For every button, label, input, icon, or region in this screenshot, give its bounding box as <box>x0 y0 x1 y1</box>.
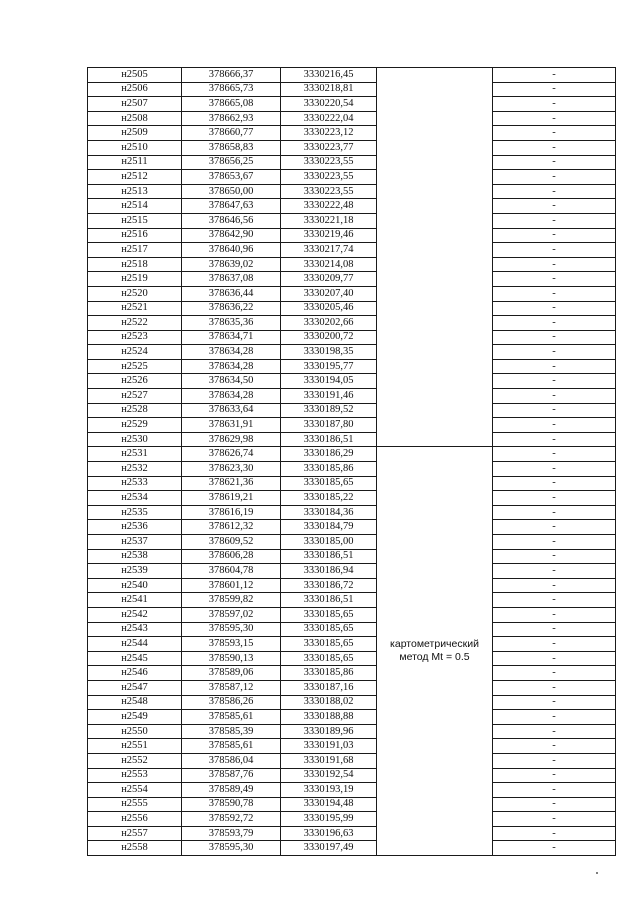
table-row <box>88 243 616 258</box>
point-id-cell: н2506 <box>88 82 182 97</box>
table-row <box>88 841 616 856</box>
y-coordinate-cell: 3330188,88 <box>281 710 377 725</box>
point-id-cell: н2539 <box>88 564 182 579</box>
y-coordinate-cell: 3330186,29 <box>281 447 377 462</box>
x-coordinate-cell: 378616,19 <box>182 505 281 520</box>
note-cell: - <box>493 724 616 739</box>
note-cell: - <box>493 389 616 404</box>
table-row <box>88 739 616 754</box>
x-coordinate-cell: 378592,72 <box>182 812 281 827</box>
y-coordinate-cell: 3330209,77 <box>281 272 377 287</box>
x-coordinate-cell: 378634,28 <box>182 359 281 374</box>
y-coordinate-cell: 3330219,46 <box>281 228 377 243</box>
coordinates-table-body <box>88 68 616 856</box>
point-id-cell: н2549 <box>88 710 182 725</box>
note-cell: - <box>493 462 616 477</box>
table-row <box>88 170 616 185</box>
y-coordinate-cell: 3330186,72 <box>281 578 377 593</box>
y-coordinate-cell: 3330185,00 <box>281 535 377 550</box>
table-row <box>88 622 616 637</box>
point-id-cell: н2536 <box>88 520 182 535</box>
point-id-cell: н2555 <box>88 797 182 812</box>
point-id-cell: н2525 <box>88 359 182 374</box>
note-cell: - <box>493 651 616 666</box>
table-row <box>88 389 616 404</box>
note-cell: - <box>493 695 616 710</box>
x-coordinate-cell: 378587,12 <box>182 680 281 695</box>
y-coordinate-cell: 3330205,46 <box>281 301 377 316</box>
point-id-cell: н2543 <box>88 622 182 637</box>
y-coordinate-cell: 3330185,65 <box>281 651 377 666</box>
point-id-cell: н2554 <box>88 783 182 798</box>
point-id-cell: н2513 <box>88 184 182 199</box>
table-row <box>88 447 616 462</box>
point-id-cell: н2517 <box>88 243 182 258</box>
method-text: картометрический метод Mt = 0.5 <box>390 638 479 664</box>
note-cell: - <box>493 316 616 331</box>
x-coordinate-cell: 378595,30 <box>182 622 281 637</box>
point-id-cell: н2524 <box>88 345 182 360</box>
point-id-cell: н2546 <box>88 666 182 681</box>
point-id-cell: н2542 <box>88 607 182 622</box>
point-id-cell: н2511 <box>88 155 182 170</box>
point-id-cell: н2510 <box>88 140 182 155</box>
point-id-cell: н2528 <box>88 403 182 418</box>
point-id-cell: н2544 <box>88 637 182 652</box>
x-coordinate-cell: 378585,39 <box>182 724 281 739</box>
table-row <box>88 359 616 374</box>
x-coordinate-cell: 378589,06 <box>182 666 281 681</box>
note-cell: - <box>493 622 616 637</box>
note-cell: - <box>493 126 616 141</box>
table-row <box>88 476 616 491</box>
note-cell: - <box>493 680 616 695</box>
x-coordinate-cell: 378623,30 <box>182 462 281 477</box>
table-row <box>88 724 616 739</box>
y-coordinate-cell: 3330214,08 <box>281 257 377 272</box>
note-cell: - <box>493 535 616 550</box>
table-row <box>88 199 616 214</box>
table-row <box>88 768 616 783</box>
note-cell: - <box>493 447 616 462</box>
table-row <box>88 184 616 199</box>
y-coordinate-cell: 3330216,45 <box>281 68 377 83</box>
note-cell: - <box>493 228 616 243</box>
point-id-cell: н2538 <box>88 549 182 564</box>
y-coordinate-cell: 3330186,51 <box>281 549 377 564</box>
table-row <box>88 213 616 228</box>
note-cell: - <box>493 710 616 725</box>
point-id-cell: н2516 <box>88 228 182 243</box>
note-cell: - <box>493 213 616 228</box>
note-cell: - <box>493 418 616 433</box>
x-coordinate-cell: 378629,98 <box>182 432 281 447</box>
point-id-cell: н2530 <box>88 432 182 447</box>
table-row <box>88 578 616 593</box>
x-coordinate-cell: 378585,61 <box>182 710 281 725</box>
note-cell: - <box>493 140 616 155</box>
note-cell: - <box>493 768 616 783</box>
point-id-cell: н2548 <box>88 695 182 710</box>
table-row <box>88 710 616 725</box>
x-coordinate-cell: 378642,90 <box>182 228 281 243</box>
point-id-cell: н2521 <box>88 301 182 316</box>
note-cell: - <box>493 403 616 418</box>
note-cell: - <box>493 257 616 272</box>
y-coordinate-cell: 3330200,72 <box>281 330 377 345</box>
point-id-cell: н2535 <box>88 505 182 520</box>
table-row <box>88 535 616 550</box>
point-id-cell: н2531 <box>88 447 182 462</box>
note-cell: - <box>493 68 616 83</box>
table-row <box>88 564 616 579</box>
note-cell: - <box>493 739 616 754</box>
table-row <box>88 491 616 506</box>
y-coordinate-cell: 3330223,77 <box>281 140 377 155</box>
y-coordinate-cell: 3330187,16 <box>281 680 377 695</box>
note-cell: - <box>493 783 616 798</box>
x-coordinate-cell: 378609,52 <box>182 535 281 550</box>
x-coordinate-cell: 378601,12 <box>182 578 281 593</box>
y-coordinate-cell: 3330191,03 <box>281 739 377 754</box>
point-id-cell: н2533 <box>88 476 182 491</box>
x-coordinate-cell: 378634,71 <box>182 330 281 345</box>
note-cell: - <box>493 330 616 345</box>
table-row <box>88 345 616 360</box>
table-row <box>88 272 616 287</box>
x-coordinate-cell: 378665,08 <box>182 97 281 112</box>
x-coordinate-cell: 378633,64 <box>182 403 281 418</box>
y-coordinate-cell: 3330188,02 <box>281 695 377 710</box>
x-coordinate-cell: 378599,82 <box>182 593 281 608</box>
y-coordinate-cell: 3330223,55 <box>281 170 377 185</box>
point-id-cell: н2519 <box>88 272 182 287</box>
table-row <box>88 432 616 447</box>
note-cell: - <box>493 184 616 199</box>
note-cell: - <box>493 476 616 491</box>
point-id-cell: н2515 <box>88 213 182 228</box>
x-coordinate-cell: 378597,02 <box>182 607 281 622</box>
x-coordinate-cell: 378619,21 <box>182 491 281 506</box>
point-id-cell: н2552 <box>88 753 182 768</box>
table-row <box>88 97 616 112</box>
point-id-cell: н2541 <box>88 593 182 608</box>
x-coordinate-cell: 378626,74 <box>182 447 281 462</box>
x-coordinate-cell: 378595,30 <box>182 841 281 856</box>
point-id-cell: н2505 <box>88 68 182 83</box>
x-coordinate-cell: 378621,36 <box>182 476 281 491</box>
table-row <box>88 462 616 477</box>
x-coordinate-cell: 378636,22 <box>182 301 281 316</box>
point-id-cell: н2518 <box>88 257 182 272</box>
point-id-cell: н2520 <box>88 286 182 301</box>
y-coordinate-cell: 3330185,22 <box>281 491 377 506</box>
table-row <box>88 82 616 97</box>
y-coordinate-cell: 3330196,63 <box>281 826 377 841</box>
y-coordinate-cell: 3330194,48 <box>281 797 377 812</box>
table-row <box>88 257 616 272</box>
table-row <box>88 520 616 535</box>
table-row <box>88 111 616 126</box>
x-coordinate-cell: 378635,36 <box>182 316 281 331</box>
point-id-cell: н2545 <box>88 651 182 666</box>
x-coordinate-cell: 378662,93 <box>182 111 281 126</box>
y-coordinate-cell: 3330194,05 <box>281 374 377 389</box>
note-cell: - <box>493 272 616 287</box>
y-coordinate-cell: 3330202,66 <box>281 316 377 331</box>
table-row <box>88 374 616 389</box>
y-coordinate-cell: 3330223,12 <box>281 126 377 141</box>
note-cell: - <box>493 812 616 827</box>
x-coordinate-cell: 378666,37 <box>182 68 281 83</box>
y-coordinate-cell: 3330187,80 <box>281 418 377 433</box>
page-speck <box>596 872 598 874</box>
note-cell: - <box>493 607 616 622</box>
point-id-cell: н2553 <box>88 768 182 783</box>
y-coordinate-cell: 3330186,94 <box>281 564 377 579</box>
note-cell: - <box>493 301 616 316</box>
table-row <box>88 753 616 768</box>
x-coordinate-cell: 378612,32 <box>182 520 281 535</box>
y-coordinate-cell: 3330197,49 <box>281 841 377 856</box>
y-coordinate-cell: 3330195,99 <box>281 812 377 827</box>
table-row <box>88 812 616 827</box>
x-coordinate-cell: 378586,04 <box>182 753 281 768</box>
table-row <box>88 607 616 622</box>
note-cell: - <box>493 637 616 652</box>
x-coordinate-cell: 378634,50 <box>182 374 281 389</box>
point-id-cell: н2507 <box>88 97 182 112</box>
point-id-cell: н2551 <box>88 739 182 754</box>
y-coordinate-cell: 3330186,51 <box>281 593 377 608</box>
x-coordinate-cell: 378660,77 <box>182 126 281 141</box>
y-coordinate-cell: 3330185,65 <box>281 476 377 491</box>
y-coordinate-cell: 3330222,04 <box>281 111 377 126</box>
y-coordinate-cell: 3330185,65 <box>281 622 377 637</box>
y-coordinate-cell: 3330198,35 <box>281 345 377 360</box>
note-cell: - <box>493 549 616 564</box>
x-coordinate-cell: 378634,28 <box>182 345 281 360</box>
note-cell: - <box>493 520 616 535</box>
x-coordinate-cell: 378634,28 <box>182 389 281 404</box>
point-id-cell: н2529 <box>88 418 182 433</box>
note-cell: - <box>493 286 616 301</box>
note-cell: - <box>493 578 616 593</box>
x-coordinate-cell: 378665,73 <box>182 82 281 97</box>
note-cell: - <box>493 199 616 214</box>
point-id-cell: н2557 <box>88 826 182 841</box>
table-row <box>88 316 616 331</box>
note-cell: - <box>493 82 616 97</box>
note-cell: - <box>493 111 616 126</box>
y-coordinate-cell: 3330193,19 <box>281 783 377 798</box>
y-coordinate-cell: 3330222,48 <box>281 199 377 214</box>
y-coordinate-cell: 3330221,18 <box>281 213 377 228</box>
note-cell: - <box>493 826 616 841</box>
y-coordinate-cell: 3330184,36 <box>281 505 377 520</box>
x-coordinate-cell: 378656,25 <box>182 155 281 170</box>
point-id-cell: н2514 <box>88 199 182 214</box>
table-row <box>88 330 616 345</box>
point-id-cell: н2532 <box>88 462 182 477</box>
x-coordinate-cell: 378593,15 <box>182 637 281 652</box>
method-cell-group-1 <box>377 68 493 447</box>
note-cell: - <box>493 97 616 112</box>
table-row <box>88 666 616 681</box>
x-coordinate-cell: 378631,91 <box>182 418 281 433</box>
x-coordinate-cell: 378604,78 <box>182 564 281 579</box>
table-row <box>88 680 616 695</box>
y-coordinate-cell: 3330207,40 <box>281 286 377 301</box>
point-id-cell: н2508 <box>88 111 182 126</box>
y-coordinate-cell: 3330185,65 <box>281 637 377 652</box>
y-coordinate-cell: 3330223,55 <box>281 184 377 199</box>
x-coordinate-cell: 378587,76 <box>182 768 281 783</box>
point-id-cell: н2527 <box>88 389 182 404</box>
note-cell: - <box>493 593 616 608</box>
x-coordinate-cell: 378606,28 <box>182 549 281 564</box>
table-row <box>88 593 616 608</box>
table-row <box>88 505 616 520</box>
note-cell: - <box>493 170 616 185</box>
table-row <box>88 155 616 170</box>
point-id-cell: н2509 <box>88 126 182 141</box>
point-id-cell: н2526 <box>88 374 182 389</box>
table-row <box>88 797 616 812</box>
table-row <box>88 695 616 710</box>
y-coordinate-cell: 3330189,96 <box>281 724 377 739</box>
table-row <box>88 651 616 666</box>
y-coordinate-cell: 3330185,86 <box>281 462 377 477</box>
table-row <box>88 783 616 798</box>
table-row <box>88 418 616 433</box>
table-row <box>88 403 616 418</box>
table-row <box>88 68 616 83</box>
note-cell: - <box>493 841 616 856</box>
y-coordinate-cell: 3330223,55 <box>281 155 377 170</box>
note-cell: - <box>493 345 616 360</box>
point-id-cell: н2547 <box>88 680 182 695</box>
y-coordinate-cell: 3330218,81 <box>281 82 377 97</box>
x-coordinate-cell: 378636,44 <box>182 286 281 301</box>
point-id-cell: н2558 <box>88 841 182 856</box>
point-id-cell: н2550 <box>88 724 182 739</box>
y-coordinate-cell: 3330191,46 <box>281 389 377 404</box>
y-coordinate-cell: 3330191,68 <box>281 753 377 768</box>
y-coordinate-cell: 3330192,54 <box>281 768 377 783</box>
y-coordinate-cell: 3330195,77 <box>281 359 377 374</box>
method-cell-group-2 <box>377 447 493 856</box>
x-coordinate-cell: 378586,26 <box>182 695 281 710</box>
point-id-cell: н2512 <box>88 170 182 185</box>
point-id-cell: н2523 <box>88 330 182 345</box>
y-coordinate-cell: 3330189,52 <box>281 403 377 418</box>
x-coordinate-cell: 378650,00 <box>182 184 281 199</box>
x-coordinate-cell: 378585,61 <box>182 739 281 754</box>
y-coordinate-cell: 3330186,51 <box>281 432 377 447</box>
y-coordinate-cell: 3330217,74 <box>281 243 377 258</box>
note-cell: - <box>493 359 616 374</box>
point-id-cell: н2522 <box>88 316 182 331</box>
x-coordinate-cell: 378590,78 <box>182 797 281 812</box>
table-row <box>88 826 616 841</box>
note-cell: - <box>493 564 616 579</box>
table-row <box>88 228 616 243</box>
y-coordinate-cell: 3330185,86 <box>281 666 377 681</box>
note-cell: - <box>493 491 616 506</box>
x-coordinate-cell: 378653,67 <box>182 170 281 185</box>
point-id-cell: н2537 <box>88 535 182 550</box>
note-cell: - <box>493 666 616 681</box>
note-cell: - <box>493 243 616 258</box>
point-id-cell: н2534 <box>88 491 182 506</box>
note-cell: - <box>493 432 616 447</box>
table-row <box>88 637 616 652</box>
table-row <box>88 286 616 301</box>
y-coordinate-cell: 3330220,54 <box>281 97 377 112</box>
x-coordinate-cell: 378658,83 <box>182 140 281 155</box>
x-coordinate-cell: 378647,63 <box>182 199 281 214</box>
table-row <box>88 126 616 141</box>
point-id-cell: н2556 <box>88 812 182 827</box>
x-coordinate-cell: 378589,49 <box>182 783 281 798</box>
table-row <box>88 301 616 316</box>
x-coordinate-cell: 378640,96 <box>182 243 281 258</box>
note-cell: - <box>493 374 616 389</box>
point-id-cell: н2540 <box>88 578 182 593</box>
x-coordinate-cell: 378639,02 <box>182 257 281 272</box>
table-row <box>88 549 616 564</box>
table-row <box>88 140 616 155</box>
note-cell: - <box>493 797 616 812</box>
note-cell: - <box>493 753 616 768</box>
x-coordinate-cell: 378590,13 <box>182 651 281 666</box>
y-coordinate-cell: 3330184,79 <box>281 520 377 535</box>
coordinates-table <box>87 67 616 856</box>
x-coordinate-cell: 378646,56 <box>182 213 281 228</box>
note-cell: - <box>493 155 616 170</box>
y-coordinate-cell: 3330185,65 <box>281 607 377 622</box>
note-cell: - <box>493 505 616 520</box>
x-coordinate-cell: 378637,08 <box>182 272 281 287</box>
x-coordinate-cell: 378593,79 <box>182 826 281 841</box>
